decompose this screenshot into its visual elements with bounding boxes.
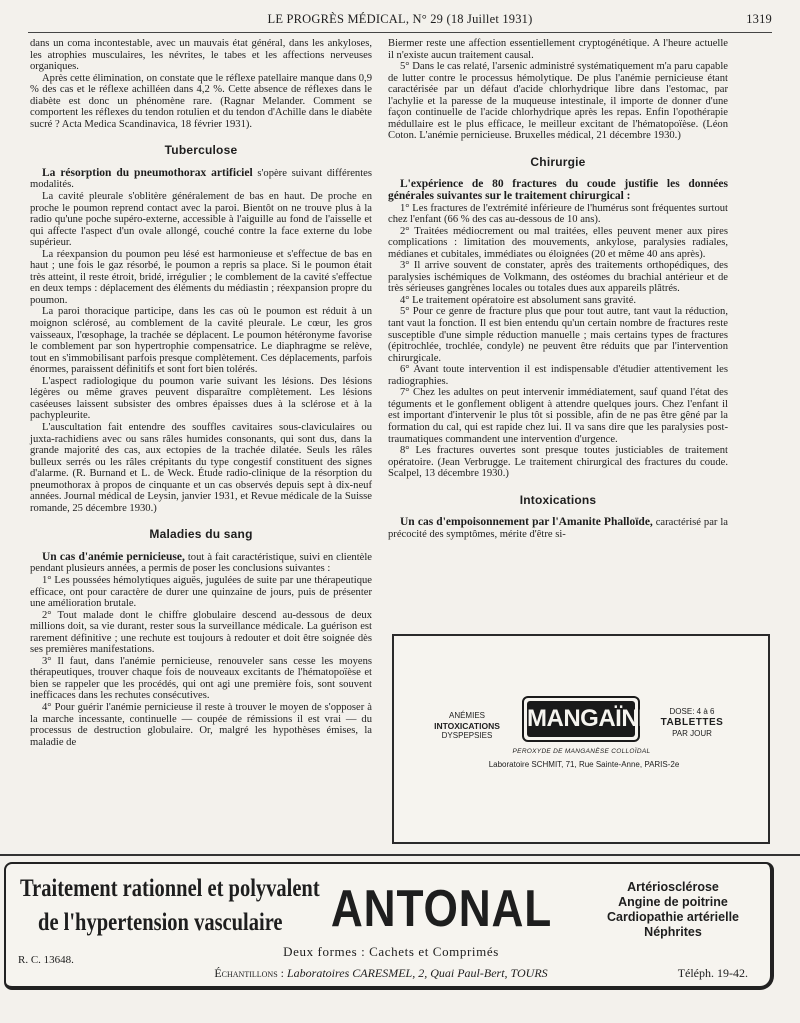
paragraph: dans un coma incontestable, avec un mauvais état général, dans les ankyloses, les atrophies musculaires, les névrites, le tabes et les affections nerveuses organiques. (30, 38, 372, 73)
section-heading-sang: Maladies du sang (149, 527, 253, 542)
list-item: 4° Le traitement opératoire est absolument sans gravité. (400, 294, 637, 306)
left-column (30, 38, 372, 748)
lab-name: Laboratoires CARESMEL, 2, Quai Paul-Bert, TOURS (287, 966, 548, 980)
dose-line: PAR JOUR (672, 729, 712, 738)
list-item: 7° Chez les adultes on peut intervenir immédiatement, sauf quand l'état des téguments et le gonflement obligent à attendre quelques jours. Chez l'enfant il est important d'intervenir le plus tôt si possible, afin de ne pas être gêné par la formation du cal, qui est rapide chez lui. Il va sans dire que les paralysies post-traumatiques commandent une intervention d'urgence. (388, 387, 728, 445)
paragraph: L'aspect radiologique du poumon varie suivant les lésions. Des lésions légères ou même graves peuvent disparaître complètement. Les lésions caséeuses laissent subsister des ombres épaisses dues à la sclérose et à la pachypleurite. (30, 375, 372, 422)
paragraph: Après cette élimination, on constate que le réflexe patellaire manque dans 0,9 % des cas et le réflexe achilléen dans 4,2 %. Cette absence de réflexes dans le diabète est donc un phénomène rare. (Ragnar Melander. Comment se comportent les réflexes du tendon rotulien et du tendon d'Achille dans le diabète sucré ? Acta Medica Scandinavica, 18 février 1931). (30, 72, 372, 130)
right-column (388, 38, 728, 540)
dose-line: TABLETTES (660, 717, 724, 728)
section-heading-intoxications: Intoxications (519, 492, 597, 507)
phone-number: Téléph. 19-42. (677, 966, 748, 980)
list-item: 3° Il arrive souvent de constater, après des traitements orthopédiques, des paralysies ischémiques de Volkmann, des ostéomes du brachial antérieur et de très sérieuses gangrènes locales ou totales dues aux appareils plâtrés. (388, 260, 728, 295)
section-heading-chirurgie: Chirurgie (530, 154, 586, 169)
list-item: 1° Les poussées hémolytiques aiguës, jugulées de suite par une thérapeutique efficace, ont pour caractère de durer une quinzaine de jours, puis de présenter une amélioration brutale. (30, 574, 372, 610)
section-heading-tuberculose: Tuberculose (164, 143, 238, 158)
dosage-info (652, 706, 732, 739)
running-header (28, 12, 772, 34)
samples-line (156, 966, 606, 981)
indication: ANÉMIES (448, 711, 485, 720)
paragraph: L'auscultation fait entendre des souffles cavitaires sous-claviculaires ou juxta-rachidiens avec ou sans râles humides consonants, qui sont dus, dans la grande majorité des cas, aux ectopies de la trachée dilatée. Seuls les râles bulleux serrés ou les râles crépitants du type congestif constituent des signes d'alarme. (R. Burnand et L. de Weck. Étude radio-clinique de la résorption du pneumothorax à propos de cinquante et un cas observés depuis sept à dix-neuf années. Journal médical de Leysin, janvier 1931, et Revue médicale de la Suisse romande, 25 décembre 1930.) (30, 421, 372, 514)
headline-line: de l'hypertension vasculaire (38, 909, 283, 936)
indications-list (588, 880, 758, 940)
brand-logo-box (522, 696, 654, 742)
lead-text: Un cas d'anémie pernicieuse, (42, 550, 185, 563)
advertisement-mangaine (392, 634, 770, 844)
product-subtitle: PEROXYDE DE MANGANÈSE COLLOÏDAL (512, 748, 651, 755)
lab-address: Laboratoire SCHMIT, 71, Rue Sainte-Anne, PARIS-2e (488, 760, 680, 769)
indication: INTOXICATIONS (434, 721, 500, 731)
paragraph: 5° Dans le cas relaté, l'arsenic administré systématiquement m'a paru capable de lutter contre le processus hémolytique. De plus l'anémie pernicieuse étant caractérisée par un défaut d'acide chlorhydrique libre dans l'estomac, par l'achylie et la paresse de la muqueuse intestinale, il importe de donner d'une façon continuelle de l'acide chlorhydrique après les repas. Enfin l'opothérapie médullaire est le plus efficace, le meilleur excitant de l'hématopoïèse. (Léon Coton. L'anémie pernicieuse. Bruxelles médical, 21 décembre 1930.) (388, 61, 728, 142)
lead-paragraph (30, 168, 372, 191)
lead-rest: caractérisé par la précocité des symptômes, mérite d'être si- (388, 517, 728, 540)
lead-text: La résorption du pneumothorax artificiel (42, 166, 253, 179)
list-item: 2° Tout malade dont le chiffre globulaire descend au-dessous de deux millions doit, sa vie durant, rester sous la surveillance médicale. La guérison est rarement définitive ; une rechute est toujours à redouter et doit être soignée dès ses premières manifestations. (30, 609, 372, 656)
paragraph: La réexpansion du poumon peu lésé est harmonieuse et s'effectue de bas en haut ; une fois le gaz résorbé, le poumon a repris sa place. Si le poumon était très atteint, il reste étroit, bridé, irrégulier ; le comblement de la cavité s'effectue en deux temps : déplacement des éléments du médiastin ; réexpansion propre du poumon. (30, 248, 372, 306)
indication: DYSPEPSIES (441, 731, 493, 740)
list-item: 4° Pour guérir l'anémie pernicieuse il reste à trouver le moyen de s'opposer à la marche incessante, continuelle — coupée de rémissions il est vrai — du processus de destruction globulaire. Or, malgré les hypothèses émises, la maladie de (30, 701, 372, 748)
list-item: 8° Les fractures ouvertes sont presque toutes justiciables de traitement opératoire. (Jean Verbrugge. Le traitement chirurgical des fractures du coude. Scalpel, 13 décembre 1930.) (388, 445, 728, 480)
brand-name: MANGAÏNE (527, 701, 635, 737)
lead-paragraph (388, 517, 728, 540)
indication: Cardiopathie artérielle (607, 910, 739, 924)
advertisement-antonal (4, 862, 774, 990)
indication: Néphrites (644, 925, 702, 939)
page-number: 1319 (746, 12, 772, 26)
list-item: 1° Les fractures de l'extrémité inférieure de l'humérus sont fréquentes surtout chez l'enfant (66 % des cas au-dessous de 10 ans). (388, 202, 728, 226)
list-item: 2° Traitées médiocrement ou mal traitées, elles peuvent mener aux pires complications : limitation des mouvements, ankylose, paralysies radiales, médianes et cubitales, immédiates ou éloignées (20 et même 40 ans après). (388, 225, 728, 260)
lead-paragraph (30, 552, 372, 575)
product-forms: Deux formes : Cachets et Comprimés (283, 944, 499, 959)
indications-list (422, 711, 512, 741)
lead-rest: tout à fait caractéristique, suivi en clientèle pendant plusieurs années, a permis de poser les conclusions suivantes : (30, 551, 372, 575)
lead-paragraph (388, 179, 728, 202)
samples-label: Échantillons : (214, 966, 284, 980)
list-item: 3° Il faut, dans l'anémie pernicieuse, renouveler sans cesse les moyens thérapeutiques, trouver chaque fois de nouveaux excitants de l'hématopoïèse et bien se rappeler que les procédés, qui ont agi une première fois, sont souvent inefficaces dans les rechutes consécutives. (30, 655, 372, 702)
brand-name: ANTONAL (330, 880, 553, 938)
paragraph: Biermer reste une affection essentiellement cryptogénétique. A l'heure actuelle il n'existe aucun traitement causal. (388, 38, 728, 61)
headline (20, 872, 320, 940)
lead-text: Un cas d'empoisonnement par l'Amanite Phalloïde, (400, 516, 653, 529)
headline-line: Traitement rationnel et polyvalent (20, 875, 320, 902)
lead-text: L'expérience de 80 fractures du coude justifie les données générales suivantes sur le traitement chirurgical : (388, 178, 728, 203)
paragraph: La cavité pleurale s'oblitère généralement de bas en haut. De proche en proche le poumon reprend contact avec la paroi. Bientôt on ne trouve plus à la radio qu'une poche supéro-externe, accessible à l'aiguille au fond de l'aisselle et qui affecte l'aspect d'un ovale allongé, couché contre la face externe du lobe supérieur. (30, 191, 372, 249)
lead-rest: s'opère suivant différentes modalités. (30, 167, 372, 191)
paragraph: La paroi thoracique participe, dans les cas où le poumon est réduit à un moignon sclérosé, au comblement de la cavité pleurale. Le cœur, les gros vaisseaux, l'œsophage, la trachée se déplacent. Le poumon hétéronyme favorise le comblement par son hypertrophie compensatrice. Le diaphragme se relève, tout en s'immobilisant parfois presque complètement. Ces déplacements, parfois énormes, paraissent définitifs et sont fort bien tolérés. (30, 306, 372, 376)
indication: Artériosclérose (627, 880, 719, 894)
list-item: 6° Avant toute intervention il est indispensable d'étudier attentivement les radiographies. (388, 364, 728, 387)
separator-rule (0, 854, 800, 856)
registration-number: R. C. 13648. (18, 954, 74, 966)
journal-title: LE PROGRÈS MÉDICAL, N° 29 (18 Juillet 1931) (267, 12, 533, 26)
indication: Angine de poitrine (618, 895, 728, 909)
dose-line: DOSE: 4 à 6 (669, 707, 715, 716)
header-rule (28, 32, 772, 33)
list-item: 5° Pour ce genre de fracture plus que pour tout autre, tant vaut la réduction, tant vaut la fonction. Il est bien entendu qu'un certain nombre de fractures reste susceptible d'une simple réduction manuelle ; mais certains types de fractures (épitrochlée, trochlée, condyle) ne peuvent être réduits que par l'intervention chirurgicale. (388, 306, 728, 364)
